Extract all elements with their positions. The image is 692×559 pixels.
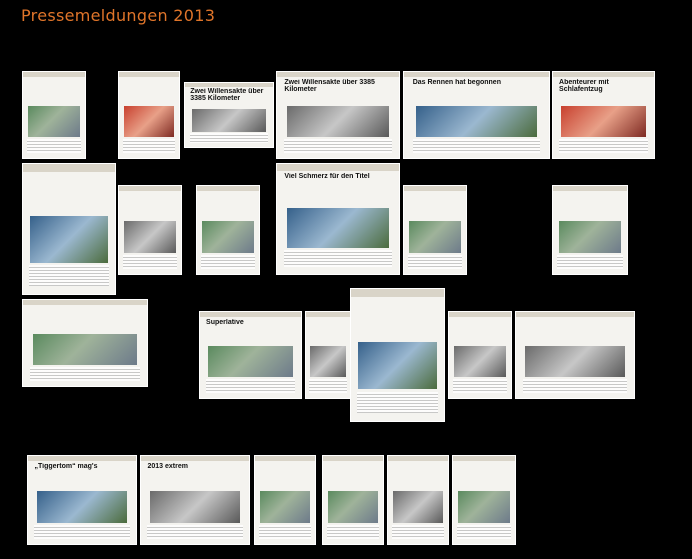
clipping-text-columns bbox=[190, 133, 267, 143]
press-clipping-thumbnail[interactable] bbox=[552, 71, 655, 159]
clipping-photo bbox=[260, 491, 310, 523]
press-clipping-thumbnail[interactable] bbox=[515, 311, 635, 399]
clipping-text-columns bbox=[413, 139, 541, 153]
press-clipping-thumbnail[interactable] bbox=[140, 455, 250, 545]
press-clipping-thumbnail[interactable] bbox=[276, 163, 400, 275]
clipping-headline: Zwei Willensakte über 3385 Kilometer bbox=[190, 88, 264, 103]
clipping-text-columns bbox=[284, 250, 391, 268]
clipping-photo bbox=[328, 491, 378, 523]
clipping-text-columns bbox=[123, 255, 178, 269]
clipping-header-bar bbox=[388, 456, 448, 461]
press-clipping-thumbnail[interactable] bbox=[199, 311, 302, 399]
press-clipping-thumbnail[interactable] bbox=[387, 455, 449, 545]
clipping-headline: Viel Schmerz für den Titel bbox=[284, 172, 370, 180]
clipping-text-columns bbox=[457, 525, 512, 539]
clipping-header-bar bbox=[453, 456, 515, 461]
clipping-headline: Superlative bbox=[206, 318, 244, 326]
clipping-text-columns bbox=[259, 525, 312, 539]
clipping-header-bar bbox=[28, 456, 136, 461]
clipping-photo bbox=[358, 342, 436, 390]
press-clipping-thumbnail[interactable] bbox=[118, 185, 182, 275]
press-clipping-thumbnail[interactable] bbox=[322, 455, 384, 545]
clipping-photo bbox=[561, 106, 646, 137]
clipping-photo bbox=[33, 334, 137, 365]
clipping-header-bar bbox=[200, 312, 301, 317]
clipping-photo bbox=[416, 106, 538, 137]
clipping-header-bar bbox=[351, 289, 444, 297]
clipping-header-bar bbox=[185, 83, 273, 87]
page-title: Pressemeldungen 2013 bbox=[21, 6, 216, 25]
clipping-text-columns bbox=[309, 379, 348, 393]
clipping-header-bar bbox=[277, 164, 399, 171]
clipping-photo bbox=[525, 346, 624, 377]
clipping-text-columns bbox=[557, 255, 622, 269]
clipping-text-columns bbox=[284, 139, 391, 153]
clipping-header-bar bbox=[23, 164, 115, 172]
clipping-photo bbox=[28, 106, 80, 137]
press-clipping-thumbnail[interactable] bbox=[27, 455, 137, 545]
clipping-photo bbox=[37, 491, 128, 523]
clipping-photo bbox=[409, 221, 461, 253]
clipping-photo bbox=[124, 106, 174, 137]
clipping-text-columns bbox=[30, 367, 139, 381]
clipping-text-columns bbox=[206, 379, 295, 393]
press-clipping-thumbnail[interactable] bbox=[448, 311, 512, 399]
clipping-photo bbox=[30, 216, 107, 263]
clipping-headline: Abenteurer mit Schlafentzug bbox=[559, 78, 609, 94]
clipping-header-bar bbox=[516, 312, 634, 317]
clipping-text-columns bbox=[408, 255, 463, 269]
clipping-photo bbox=[454, 346, 506, 377]
clipping-headline: Zwei Willensakte über 3385 Kilometer bbox=[284, 78, 375, 94]
clipping-header-bar bbox=[119, 72, 179, 77]
press-clipping-thumbnail[interactable] bbox=[254, 455, 316, 545]
press-clipping-thumbnail[interactable] bbox=[22, 71, 86, 159]
press-clipping-thumbnail[interactable] bbox=[350, 288, 445, 422]
clipping-photo bbox=[393, 491, 443, 523]
press-clipping-thumbnail[interactable] bbox=[22, 299, 148, 387]
clipping-header-bar bbox=[119, 186, 181, 191]
clipping-text-columns bbox=[201, 255, 256, 269]
clipping-header-bar bbox=[553, 72, 654, 77]
clipping-header-bar bbox=[404, 72, 549, 77]
press-clipping-thumbnail[interactable] bbox=[305, 311, 351, 399]
clipping-photo bbox=[124, 221, 176, 253]
clipping-text-columns bbox=[559, 139, 648, 153]
clipping-text-columns bbox=[34, 525, 129, 539]
clipping-header-bar bbox=[23, 72, 85, 77]
clipping-text-columns bbox=[392, 525, 445, 539]
clipping-header-bar bbox=[323, 456, 383, 461]
clipping-text-columns bbox=[523, 379, 627, 393]
press-clipping-thumbnail[interactable] bbox=[196, 185, 260, 275]
clipping-headline: „Tiggertom“ mag's bbox=[34, 463, 98, 471]
clipping-photo bbox=[310, 346, 347, 377]
clipping-photo bbox=[150, 491, 241, 523]
clipping-header-bar bbox=[449, 312, 511, 317]
clipping-header-bar bbox=[255, 456, 315, 461]
clipping-header-bar bbox=[23, 300, 147, 305]
clipping-headline: 2013 extrem bbox=[147, 463, 188, 471]
clipping-header-bar bbox=[197, 186, 259, 191]
clipping-photo bbox=[208, 346, 293, 377]
clipping-header-bar bbox=[404, 186, 466, 191]
press-clipping-thumbnail[interactable] bbox=[452, 455, 516, 545]
press-clipping-thumbnail[interactable] bbox=[22, 163, 116, 295]
clipping-text-columns bbox=[27, 139, 82, 153]
clipping-photo bbox=[202, 221, 254, 253]
press-clipping-thumbnail[interactable] bbox=[276, 71, 400, 159]
clipping-photo bbox=[287, 208, 390, 248]
clipping-photo bbox=[192, 109, 266, 132]
clipping-text-columns bbox=[147, 525, 242, 539]
clipping-text-columns bbox=[453, 379, 508, 393]
clipping-text-columns bbox=[327, 525, 380, 539]
clipping-photo bbox=[559, 221, 621, 253]
clipping-photo bbox=[287, 106, 390, 137]
clipping-headline: Das Rennen hat begonnen bbox=[412, 78, 501, 86]
press-clipping-thumbnail[interactable] bbox=[403, 185, 467, 275]
press-clipping-thumbnail[interactable] bbox=[552, 185, 628, 275]
clipping-text-columns bbox=[29, 265, 110, 286]
press-clipping-thumbnail[interactable] bbox=[118, 71, 180, 159]
clipping-text-columns bbox=[357, 392, 439, 413]
clipping-photo bbox=[458, 491, 510, 523]
clipping-header-bar bbox=[277, 72, 399, 77]
press-clipping-thumbnail[interactable] bbox=[403, 71, 550, 159]
clipping-header-bar bbox=[141, 456, 249, 461]
clipping-text-columns bbox=[123, 139, 176, 153]
press-clipping-thumbnail[interactable] bbox=[184, 82, 274, 148]
clipping-header-bar bbox=[306, 312, 350, 317]
clipping-header-bar bbox=[553, 186, 627, 191]
